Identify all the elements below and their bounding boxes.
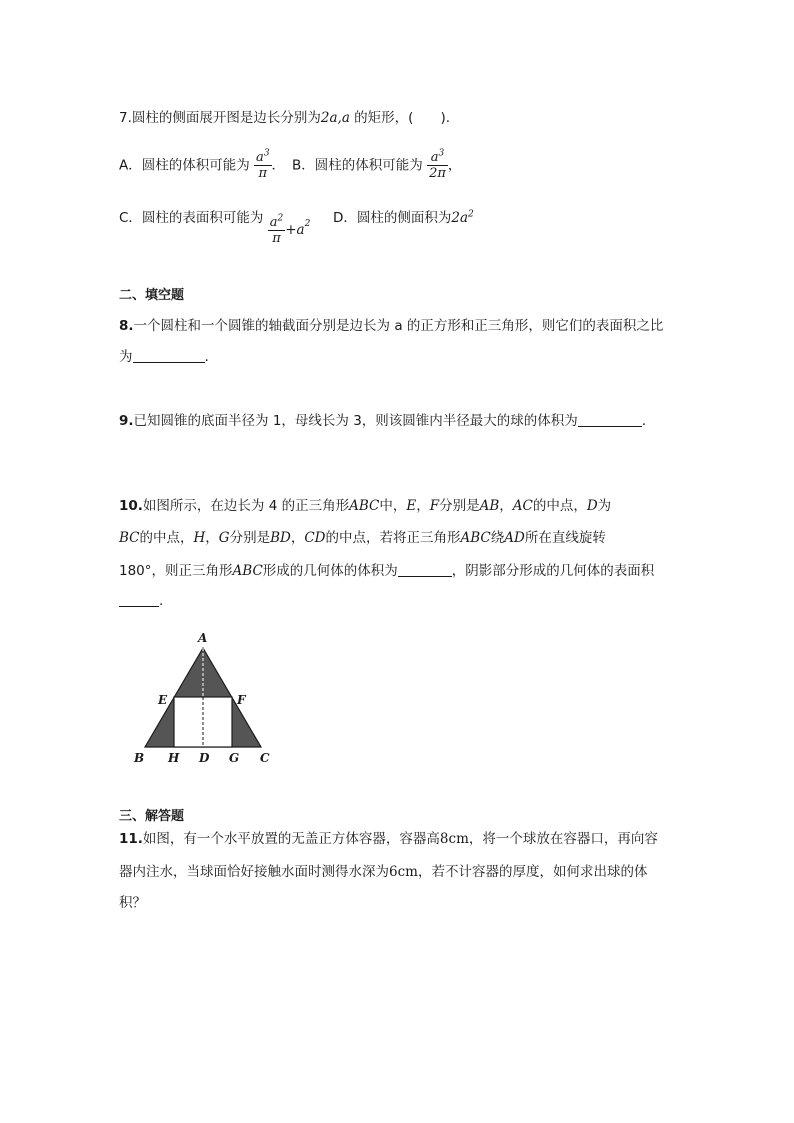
q7-option-b-fraction: $\frac{a^3}{2\pi}$ — [429, 148, 446, 181]
label-h: H — [168, 751, 180, 765]
label-c: C — [260, 751, 270, 765]
label-b: B — [134, 751, 145, 765]
q7-option-b: B．圆柱的体积可能为 $\frac{a^3}{2\pi}$ ， — [292, 148, 462, 181]
q10-line2: BC的中点，H，G分别是BD，CD的中点，若将正三角形ABC绕AD所在直线旋转 — [119, 530, 606, 546]
q10-area-blank[interactable] — [119, 592, 159, 607]
q8-number: 8. — [119, 318, 134, 334]
q10-line3: 180°，则正三角形ABC形成的几何体的体积为 ，阴影部分形成的几何体的表面积 — [119, 563, 655, 579]
label-f: F — [237, 693, 246, 707]
q8-line2: 为 . — [119, 349, 209, 365]
q7-option-d: D．圆柱的侧面积为$2a^2$ — [333, 209, 474, 226]
q10-volume-blank[interactable] — [398, 562, 452, 577]
q7-stem: 7.圆柱的侧面展开图是边长分别为2a,a 的矩形，( ). — [119, 110, 450, 126]
q10-line1: 10.如图所示，在边长为 4 的正三角形ABC中，E，F分别是AB，AC的中点，D为 — [119, 498, 612, 514]
q8-line1: 8.一个圆柱和一个圆锥的轴截面分别是边长为 a 的正方形和正三角形，则它们的表面积之比 — [119, 318, 664, 334]
q11-line3: 积？ — [119, 895, 146, 911]
q11-number: 11. — [119, 831, 143, 847]
q10-line4: . — [119, 591, 163, 611]
triangle-figure — [130, 628, 280, 768]
q7-option-c: C．圆柱的表面积可能为 $\frac{a^2}{\pi}$ $+a^2$ — [119, 210, 311, 246]
label-a: A — [198, 631, 208, 645]
label-g: G — [229, 751, 240, 765]
q11-line1: 11.如图，有一个水平放置的无盖正方体容器，容器高8cm，将一个球放在容器口，再向容 — [119, 831, 658, 847]
q11-line2: 器内注水，当球面恰好接触水面时测得水深为6cm，若不计容器的厚度，如何求出球的体 — [119, 864, 648, 880]
q7-option-c-fraction: $\frac{a^2}{\pi}$ — [269, 213, 284, 246]
q7-option-a: A．圆柱的体积可能为 $\frac{a^3}{\pi}$ ． — [119, 148, 286, 181]
q9-number: 9. — [119, 413, 134, 429]
q9-text: 9.已知圆锥的底面半径为 1，母线长为 3，则该圆锥内半径最大的球的体积为 . — [119, 413, 647, 429]
q10-number: 10. — [119, 498, 143, 514]
section-answer-heading: 三、解答题 — [119, 809, 185, 824]
q7-number: 7. — [119, 110, 132, 126]
q8-answer-blank[interactable] — [133, 348, 205, 363]
label-d: D — [199, 751, 210, 765]
section-fill-in-heading: 二、填空题 — [119, 288, 185, 303]
label-e: E — [158, 693, 168, 707]
q9-answer-blank[interactable] — [578, 412, 642, 427]
q7-option-a-fraction: $\frac{a^3}{\pi}$ — [256, 148, 270, 181]
